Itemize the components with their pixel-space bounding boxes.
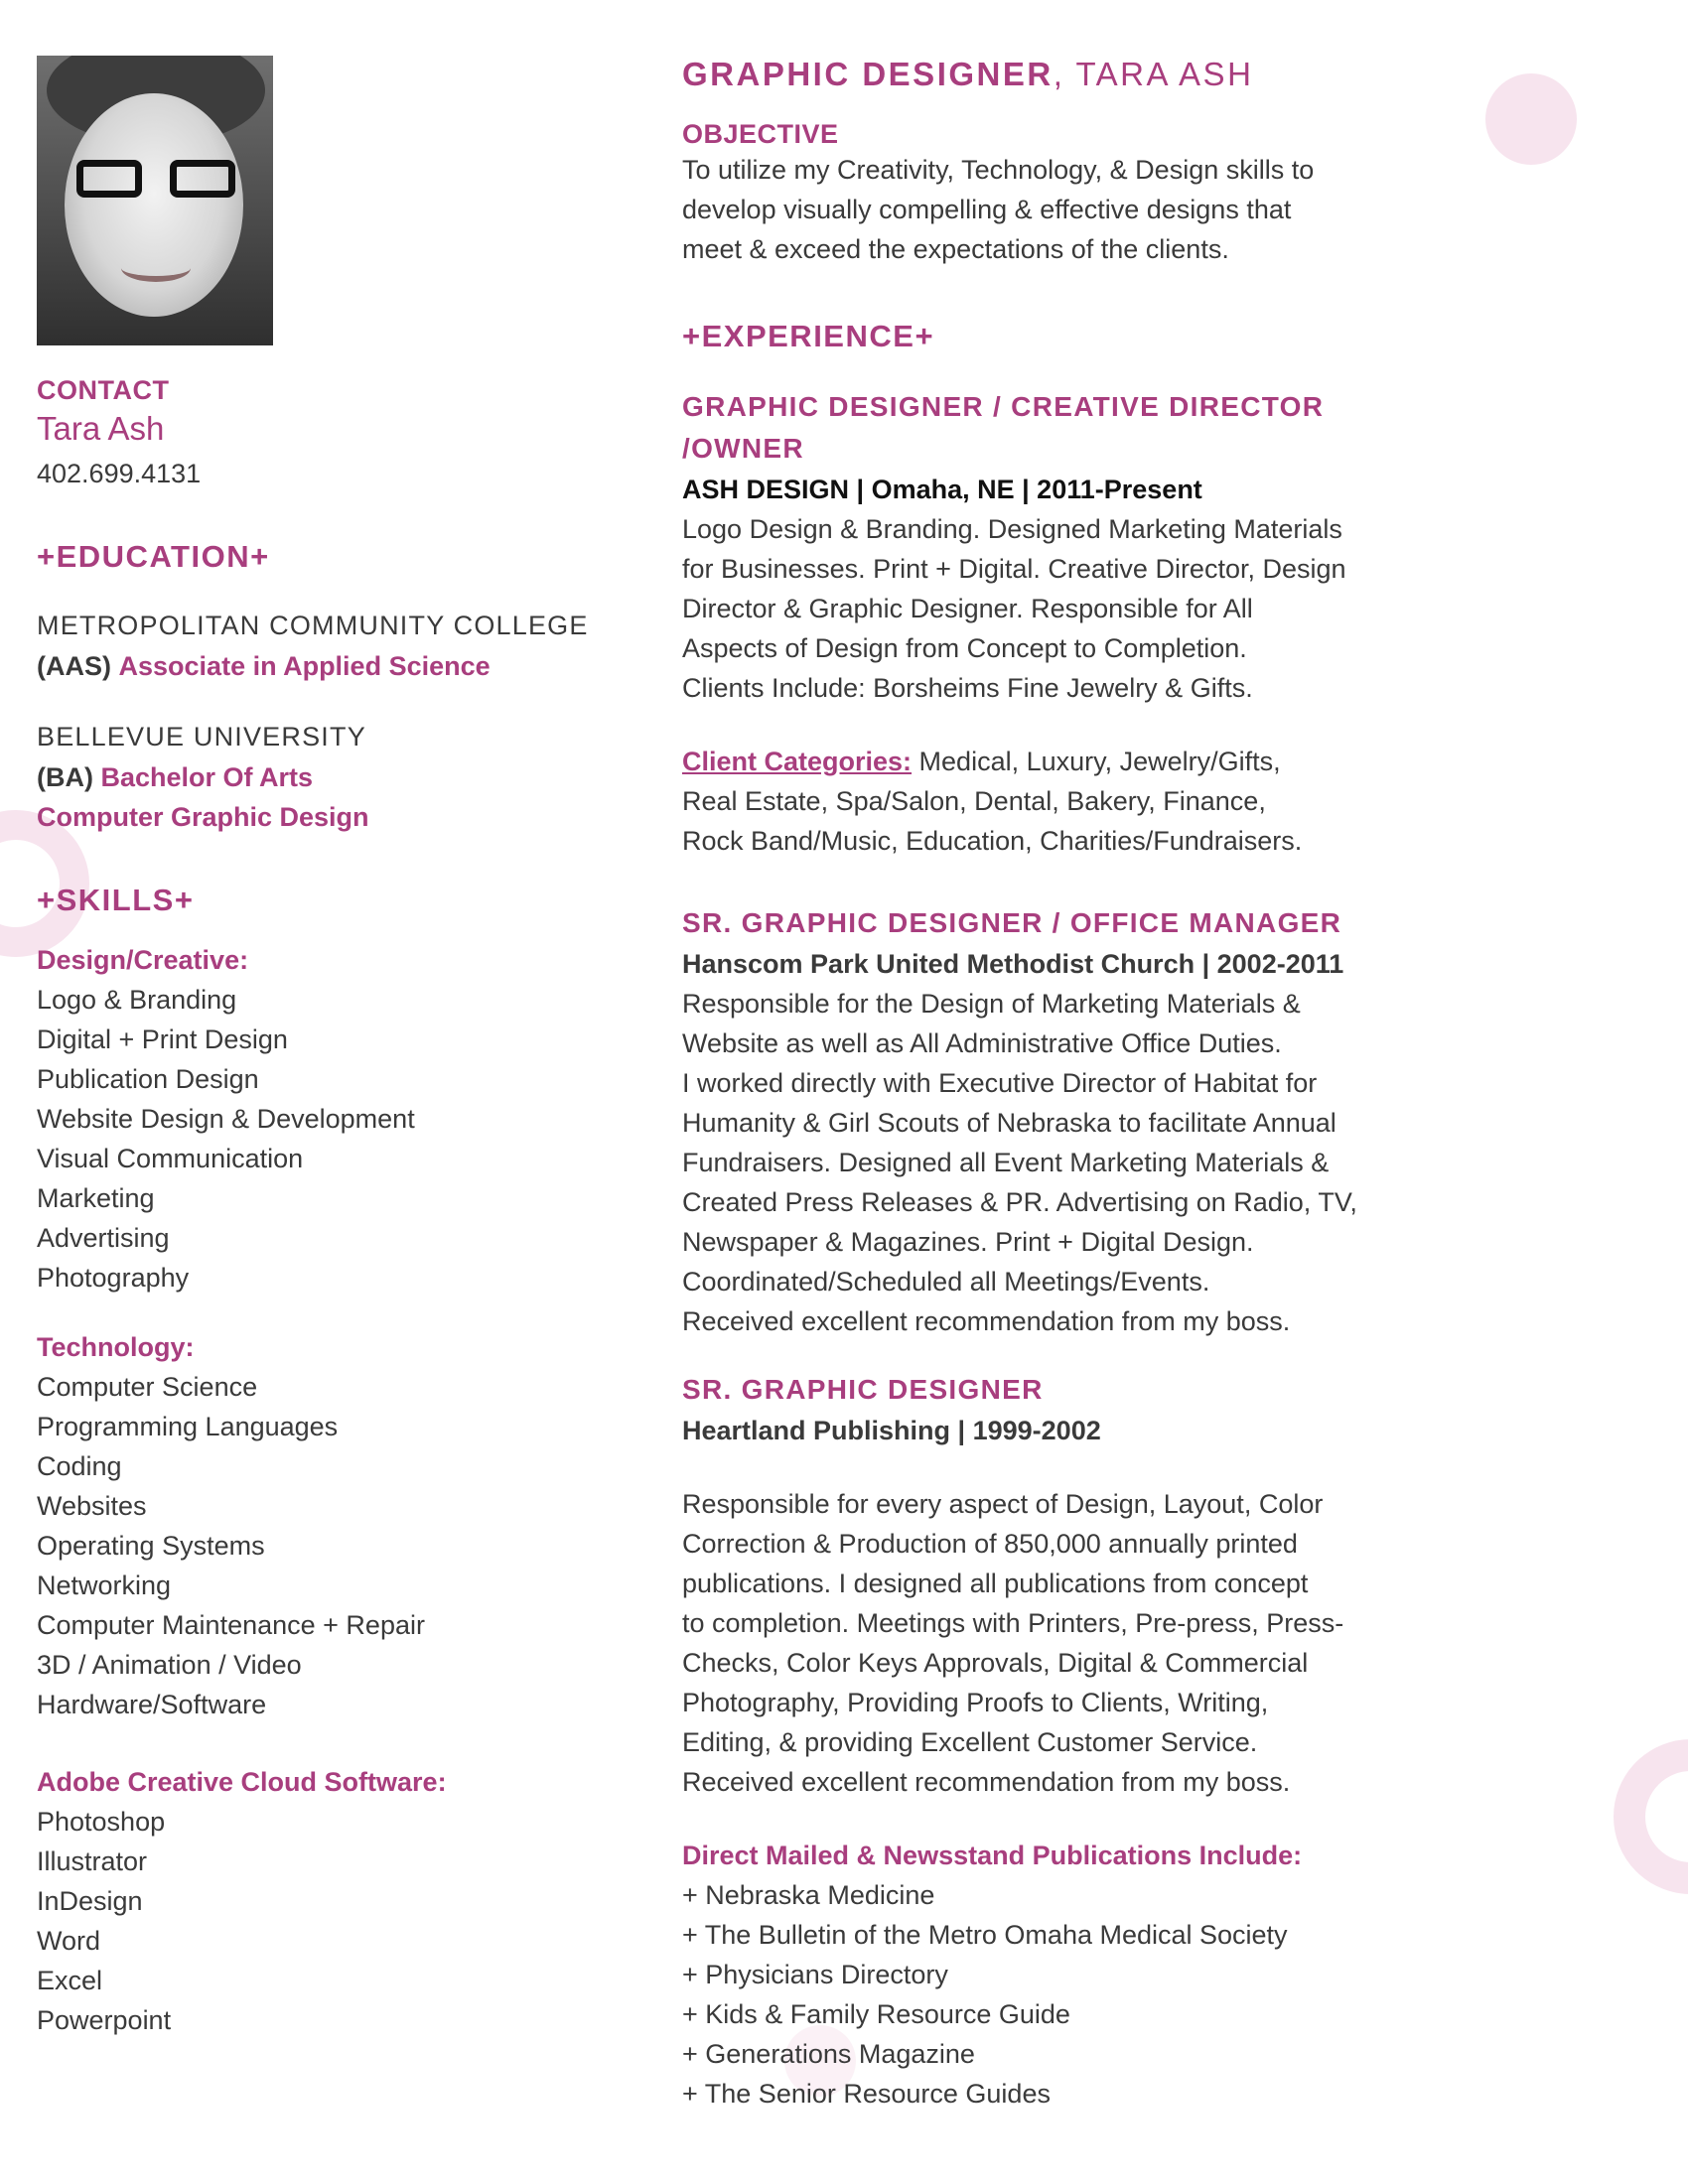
skill-item: Logo & Branding: [37, 985, 237, 1015]
decorative-ring-right: [1614, 1739, 1688, 1894]
skill-group: [37, 1327, 633, 1724]
job-line: Received excellent recommendation from my boss.: [682, 1767, 1291, 1797]
skill-item: Illustrator: [37, 1846, 148, 1876]
education-entry: [37, 605, 633, 686]
job-line: to completion. Meetings with Printers, Pre-press, Press-: [682, 1608, 1344, 1638]
title-role: GRAPHIC DESIGNER: [682, 56, 1054, 92]
degree-abbr: (BA): [37, 762, 93, 792]
job-line: Logo Design & Branding. Designed Marketing Materials: [682, 514, 1342, 544]
skill-item: Advertising: [37, 1223, 170, 1253]
contact-name: Tara Ash: [37, 410, 165, 447]
job-years: | 1999-2002: [957, 1416, 1101, 1445]
job-line: Coordinated/Scheduled all Meetings/Events.: [682, 1267, 1210, 1297]
skill-list: [37, 980, 633, 1297]
skills-heading: +SKILLS+: [37, 883, 195, 917]
skill-item: Digital + Print Design: [37, 1024, 288, 1054]
objective-line: To utilize my Creativity, Technology, & Design skills to: [682, 155, 1315, 185]
job-line: I worked directly with Executive Director of Habitat for: [682, 1068, 1318, 1098]
job-line: Director & Graphic Designer. Responsible for All: [682, 594, 1253, 623]
degree-title: Bachelor Of Arts: [100, 762, 314, 792]
objective-line: develop visually compelling & effective designs that: [682, 195, 1292, 224]
objective-line: meet & exceed the expectations of the clients.: [682, 234, 1229, 264]
skill-item: Photoshop: [37, 1807, 166, 1837]
client-categories: [682, 742, 1447, 861]
experience-heading: +EXPERIENCE+: [682, 319, 935, 353]
skill-item: Operating Systems: [37, 1531, 265, 1561]
job-line: Newspaper & Magazines. Print + Digital Design.: [682, 1227, 1254, 1257]
job-employer-line: [682, 944, 1447, 984]
skill-group-title: Adobe Creative Cloud Software:: [37, 1767, 447, 1797]
skill-item: Photography: [37, 1263, 190, 1293]
job-employer-line: [682, 1411, 1447, 1450]
degree-detail: Computer Graphic Design: [37, 802, 369, 832]
skill-item: Computer Science: [37, 1372, 258, 1402]
objective-heading: OBJECTIVE: [682, 119, 839, 149]
skill-item: Publication Design: [37, 1064, 259, 1094]
publication-item: + The Senior Resource Guides: [682, 2079, 1051, 2109]
left-column: [37, 56, 633, 2040]
job-line: Photography, Providing Proofs to Clients, Writing,: [682, 1688, 1269, 1717]
skill-item: Powerpoint: [37, 2005, 172, 2035]
job-line: publications. I designed all publications from concept: [682, 1569, 1309, 1598]
job-line: for Businesses. Print + Digital. Creative Director, Design: [682, 554, 1346, 584]
publications-section: [682, 1836, 1447, 2114]
skill-group: [37, 1762, 633, 2040]
job-description: [682, 984, 1447, 1341]
degree-title: Associate in Applied Science: [118, 651, 491, 681]
skill-list: [37, 1802, 633, 2040]
client-categories-link[interactable]: Client Categories:: [682, 747, 913, 776]
job-employer: ASH DESIGN | Omaha, NE | 2011-Present: [682, 475, 1202, 504]
skill-group-title: Technology:: [37, 1332, 195, 1362]
skill-item: Computer Maintenance + Repair: [37, 1610, 425, 1640]
skill-item: InDesign: [37, 1886, 143, 1916]
job-line: Editing, & providing Excellent Customer Service.: [682, 1727, 1258, 1757]
skill-group: [37, 940, 633, 1297]
title-name: , TARA ASH: [1053, 56, 1254, 92]
skill-group-title: Design/Creative:: [37, 945, 249, 975]
categories-text: Medical, Luxury, Jewelry/Gifts,: [912, 747, 1281, 776]
publication-item: + Nebraska Medicine: [682, 1880, 935, 1910]
objective-text: [682, 150, 1447, 269]
contact-heading: CONTACT: [37, 375, 170, 405]
profile-photo: [37, 56, 273, 345]
job-line: Responsible for every aspect of Design, Layout, Color: [682, 1489, 1324, 1519]
skill-item: Coding: [37, 1451, 122, 1481]
contact-section: [37, 375, 633, 493]
job-title: GRAPHIC DESIGNER / CREATIVE DIRECTOR /OWNER: [682, 391, 1325, 464]
degree-abbr: (AAS): [37, 651, 111, 681]
decorative-dot: [1485, 73, 1577, 165]
job-line: Fundraisers. Designed all Event Marketing Materials &: [682, 1148, 1330, 1177]
skill-item: Visual Communication: [37, 1144, 304, 1173]
job-line: Website as well as All Administrative Office Duties.: [682, 1028, 1282, 1058]
skill-item: Marketing: [37, 1183, 155, 1213]
skill-item: Word: [37, 1926, 101, 1956]
job-title: SR. GRAPHIC DESIGNER / OFFICE MANAGER: [682, 907, 1342, 938]
right-column: [682, 56, 1447, 2114]
job-line: Responsible for the Design of Marketing Materials &: [682, 989, 1301, 1019]
education-heading: +EDUCATION+: [37, 539, 270, 574]
skill-item: Hardware/Software: [37, 1690, 267, 1719]
publications-heading: Direct Mailed & Newsstand Publications Include:: [682, 1841, 1303, 1870]
objective-section: [682, 119, 1447, 269]
job-employer: Hanscom Park United Methodist Church: [682, 949, 1196, 979]
page-title: [682, 56, 1447, 93]
publication-item: + The Bulletin of the Metro Omaha Medical Society: [682, 1920, 1288, 1950]
categories-line: Rock Band/Music, Education, Charities/Fundraisers.: [682, 826, 1303, 856]
school-name: BELLEVUE UNIVERSITY: [37, 722, 366, 751]
degree-line: [37, 646, 633, 686]
job-line: Humanity & Girl Scouts of Nebraska to facilitate Annual: [682, 1108, 1336, 1138]
publication-item: + Generations Magazine: [682, 2039, 975, 2069]
job-line: Correction & Production of 850,000 annually printed: [682, 1529, 1298, 1559]
skill-item: Websites: [37, 1491, 147, 1521]
experience-section: [682, 319, 1447, 2114]
job-title: SR. GRAPHIC DESIGNER: [682, 1374, 1044, 1405]
publications-list: [682, 1875, 1447, 2114]
job-line: Clients Include: Borsheims Fine Jewelry & Gifts.: [682, 673, 1253, 703]
skill-list: [37, 1367, 633, 1724]
job-years: | 2002-2011: [1201, 949, 1344, 979]
job-line: Received excellent recommendation from my boss.: [682, 1306, 1291, 1336]
skill-item: Excel: [37, 1966, 103, 1995]
education-entry: [37, 716, 633, 837]
job-entry: [682, 1369, 1447, 1802]
job-employer: Heartland Publishing: [682, 1416, 951, 1445]
publication-item: + Kids & Family Resource Guide: [682, 1999, 1070, 2029]
job-description: [682, 509, 1447, 708]
degree-line: [37, 757, 633, 797]
job-entry: [682, 386, 1447, 861]
skill-item: Programming Languages: [37, 1412, 339, 1441]
categories-line: Real Estate, Spa/Salon, Dental, Bakery, Finance,: [682, 786, 1266, 816]
contact-phone: 402.699.4131: [37, 459, 202, 488]
job-line: Checks, Color Keys Approvals, Digital & Commercial: [682, 1648, 1309, 1678]
school-name: METROPOLITAN COMMUNITY COLLEGE: [37, 611, 589, 640]
job-description: [682, 1484, 1447, 1802]
skill-item: Website Design & Development: [37, 1104, 415, 1134]
job-entry: [682, 902, 1447, 1341]
skills-section: [37, 883, 633, 2040]
skill-item: 3D / Animation / Video: [37, 1650, 302, 1680]
job-line: Created Press Releases & PR. Advertising on Radio, TV,: [682, 1187, 1357, 1217]
job-line: Aspects of Design from Concept to Completion.: [682, 633, 1247, 663]
education-section: [37, 539, 633, 837]
publication-item: + Physicians Directory: [682, 1960, 948, 1989]
skill-item: Networking: [37, 1570, 172, 1600]
